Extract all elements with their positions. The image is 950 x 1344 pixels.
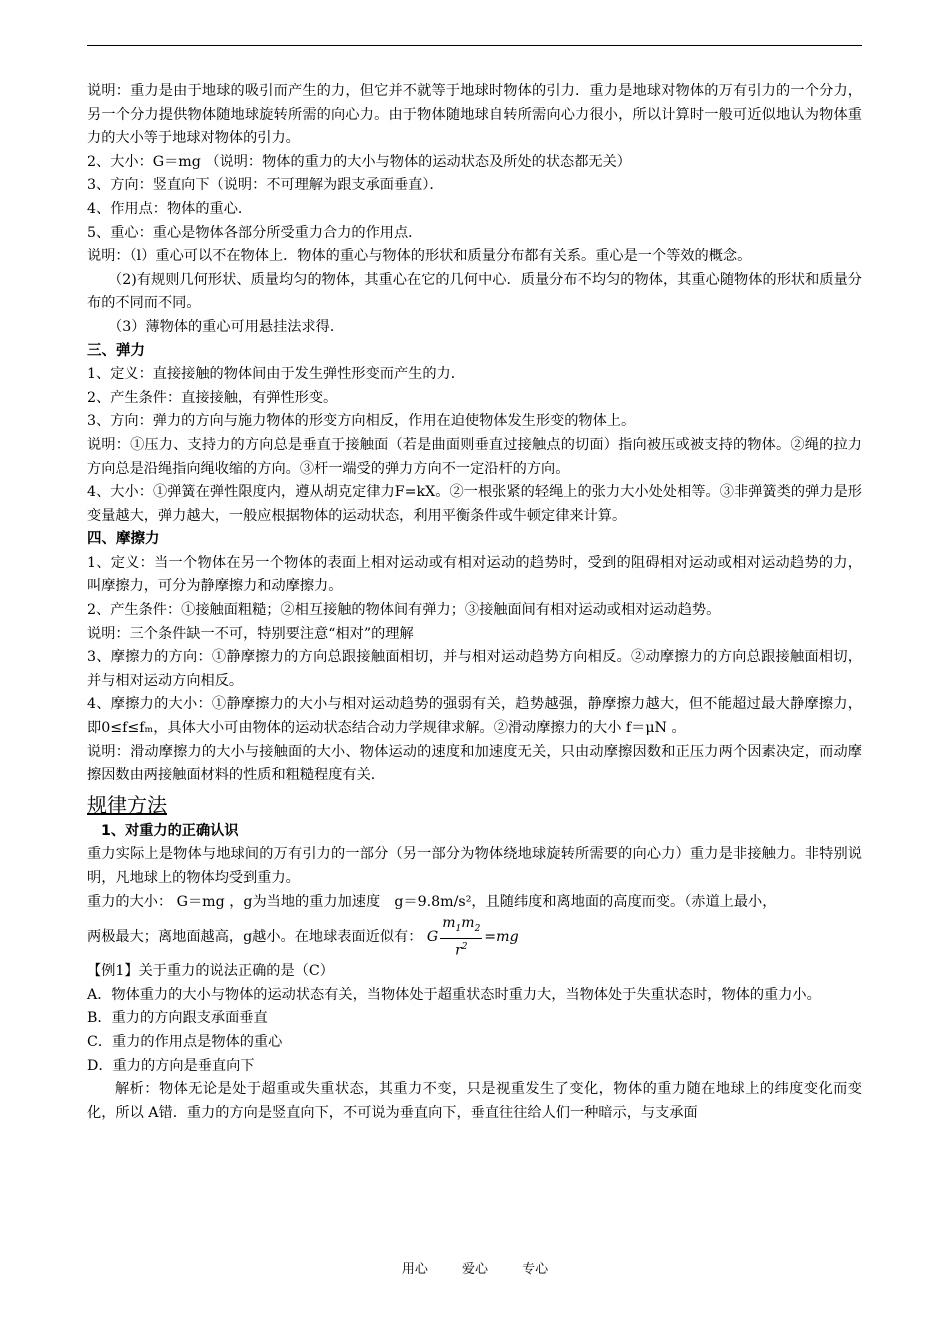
paragraph: （2)有规则几何形状、质量均匀的物体，其重心在它的几何中心．质量分布不均匀的物体，其重心随物体的形状和质量分布的不同而不同。 [87,271,862,312]
formula-G: G [426,929,439,946]
paragraph: B．重力的方向跟支承面垂直 [87,1010,268,1027]
paragraph: 3、摩擦力的方向：①静摩擦力的方向总跟接触面相切，并与相对运动趋势方向相反。②动摩擦力的方向总跟接触面相切，并与相对运动方向相反。 [87,649,862,689]
paragraph: 说明：三个条件缺一不可，特别要注意“相对”的理解 [87,625,414,642]
paragraph: （3）薄物体的重心可用悬挂法求得． [108,318,345,335]
section-heading: 规律方法 [87,792,167,817]
document-body [87,80,862,1125]
paragraph: 4、大小：①弹簧在弹性限度内，遵从胡克定律力F=kX。②一根张紧的轻绳上的张力大小处处相等。③非弹簧类的弹力是形变量越大，弹力越大，一般应根据物体的运动状态，利用平衡条件或牛顿定律来计算。 [87,484,862,524]
paragraph: 说明：重力是由于地球的吸引而产生的力，但它并不就等于地球时物体的引力．重力是地球对物体的万有引力的一个分力，另一个分力提供物体随地球旋转所需的向心力。由于物体随地球自转所需向心力很小，所以计算时一般可近似地认为物体重力的大小等于地球对物体的引力。 [87,83,862,147]
paragraph: 4、摩擦力的大小：①静摩擦力的大小与相对运动趋势的强弱有关，趋势越强，静摩擦力越大，但不能超过最大静摩擦力，即0≤f≤fₘ，具体大小可由物体的运动状态结合动力学规律求解。②滑动摩擦力的大小 f＝μN 。 [87,696,862,737]
paragraph: 5、重心：重心是物体各部分所受重力合力的作用点． [87,224,423,241]
paragraph: 解析：物体无论是处于超重或失重状态，其重力不变，只是视重发生了变化，物体的重力随在地球上的纬度变化而变化，所以 A错．重力的方向是竖直向下，不可说为垂直向下，垂直往往给人们一种暗示，与支承面 [87,1081,862,1121]
section-heading: 1、对重力的正确认识 [101,822,239,839]
paragraph: 重力实际上是物体与地球间的万有引力的一部分（另一部分为物体绕地球旋转所需要的向心力）重力是非接触力。非特别说明，凡地球上的物体均受到重力。 [87,846,862,886]
formula-rhs: =mg [484,929,519,946]
section-heading: 四、摩擦力 [87,531,160,548]
paragraph: 1、定义：当一个物体在另一个物体的表面上相对运动或有相对运动的趋势时，受到的阻碍相对运动或相对运动趋势的力，叫摩擦力，可分为静摩擦力和动摩擦力。 [87,554,862,595]
header-rule [87,45,862,46]
page-footer: 用心 爱心 专心 [401,1262,549,1277]
formula-prefix: 两极最大；离地面越高，g越小。在地球表面近似有： [87,929,423,946]
paragraph: 【例1】关于重力的说法正确的是（C） [87,963,334,980]
paragraph: 重力的大小： G＝mg ，g为当地的重力加速度 g＝9.8m/s²，且随纬度和离地面的高度而变。（赤道上最小， [87,893,777,910]
paragraph: 2、大小：G＝mg （说明：物体的重力的大小与物体的运动状态及所处的状态都无关） [87,153,631,170]
paragraph: 3、方向：竖直向下（说明：不可理解为跟支承面垂直）． [87,177,444,194]
paragraph: 说明：①压力、支持力的方向总是垂直于接触面（若是曲面则垂直过接触点的切面）指向被压或被支持的物体。②绳的拉力方向总是沿绳指向绳收缩的方向。③杆一端受的弹力方向不一定沿杆的方向。 [87,436,862,477]
paragraph: 说明：（l）重心可以不在物体上．物体的重心与物体的形状和质量分布都有关系。重心是一个等效的概念。 [87,248,752,265]
paragraph: 说明：滑动摩擦力的大小与接触面的大小、物体运动的速度和加速度无关，只由动摩擦因数和正压力两个因素决定，而动摩擦因数由两接触面材料的性质和粗糙程度有关． [87,743,862,784]
paragraph: 3、方向：弹力的方向与施力物体的形变方向相反，作用在迫使物体发生形变的物体上。 [87,413,636,430]
formula-fraction: $\frac{m_1m_2}{r^2}$ [442,914,481,959]
paragraph-group-2 [87,960,862,1125]
gravity-formula-line [87,914,862,960]
paragraph: 1、定义：直接接触的物体间由于发生弹性形变而产生的力． [87,366,465,383]
section-heading: 三、弹力 [87,342,145,359]
paragraph: 2、产生条件：直接接触，有弹性形变。 [87,389,338,406]
paragraph: A．物体重力的大小与物体的运动状态有关，当物体处于超重状态时重力大，当物体处于失重状态时，物体的重力小。 [87,986,821,1003]
paragraph: D．重力的方向是垂直向下 [87,1057,255,1074]
paragraph: 2、产生条件：①接触面粗糙；②相互接触的物体间有弹力；③接触面间有相对运动或相对运动趋势。 [87,602,721,619]
paragraph: 4、作用点：物体的重心． [87,200,253,217]
paragraph: C．重力的作用点是物体的重心 [87,1033,283,1050]
paragraph-group-1 [87,80,862,914]
